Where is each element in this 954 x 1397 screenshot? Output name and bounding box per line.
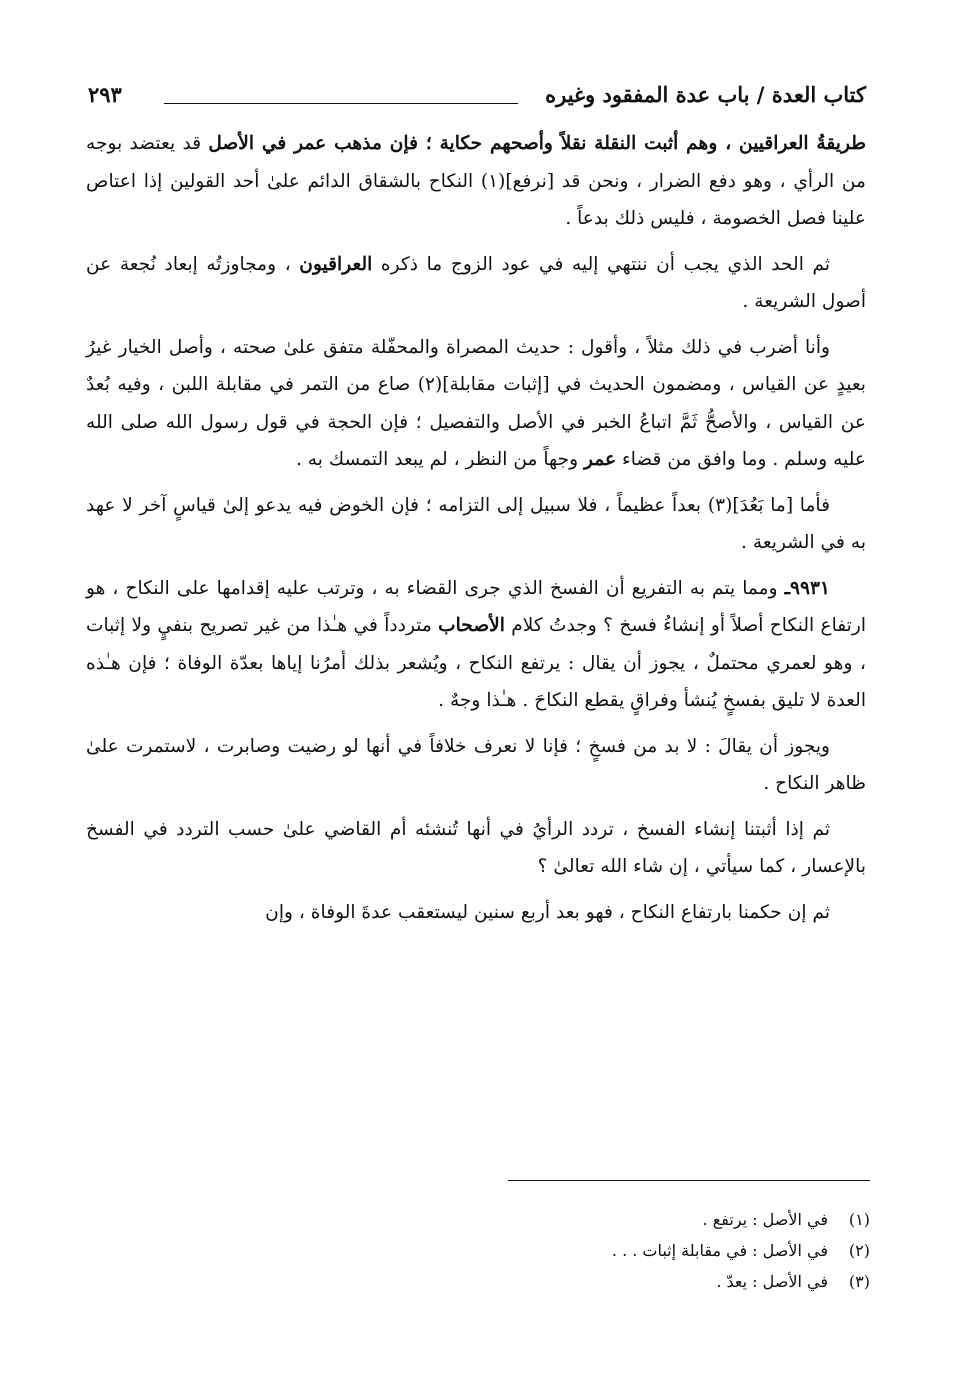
footnote-text: في الأصل : يعدّ . <box>716 1272 828 1291</box>
footnote-separator <box>508 1180 870 1181</box>
main-text <box>86 125 866 939</box>
footnote <box>370 1266 870 1297</box>
footnote-text: في الأصل : يرتفع . <box>702 1210 828 1229</box>
bold-text: الأصحاب <box>438 615 505 636</box>
text-run: ثم إذا أثبتنا إنشاء الفسخ ، تردد الرأيُ في أنها تُنشئه أم القاضي علىٰ حسب التردد في الفسخ بالإعسار ، كما سيأتي ، إن شاء الله تعالىٰ ؟ <box>86 818 866 877</box>
footnote <box>370 1235 870 1266</box>
footnote-number: (٢) <box>848 1241 870 1260</box>
text-run: قد يعتضد بوجه من الرأي ، وهو دفع الضرار ، ونحن قد [نرفع] <box>86 133 866 192</box>
running-header <box>88 82 866 116</box>
bold-text: طريقةُ العراقيين ، وهم أثبت النقلة نقلاً وأصحهم حكاية ؛ فإن مذهب عمر في الأصل <box>208 133 866 154</box>
paragraph <box>86 329 866 479</box>
page-number: ٢٩٣ <box>88 82 122 107</box>
bold-text: العراقيون <box>299 253 373 275</box>
text-run: بعداً عظيماً ، فلا سبيل إلى التزامه ؛ فإن الخوض فيه يدعو إلىٰ قياسٍ آخر لا عهد به في الشريعة . <box>86 494 866 553</box>
header-title: كتاب العدة / باب عدة المفقود وغيره <box>545 82 866 107</box>
text-run: وجهاً من النظر ، لم يبعد التمسك به . <box>295 449 584 470</box>
paragraph <box>86 487 866 562</box>
paragraph <box>86 811 866 886</box>
text-run: (٣) <box>707 494 733 516</box>
text-run: فأما [ما بَعُدَ] <box>732 494 830 516</box>
text-run: متردداً في هـٰذا من غير تصريح بنفيٍ ولا إثبات ، وهو لعمري محتملٌ ، يجوز أن يقال : يرتفع النكاح ، ويُشعر بذلك أمرُنا إياها بعدّة الوفاة ؛ فإن هـٰذه العدة لا تليق بفسخٍ يُنشأ وفراقٍ يقطع النكاحَ . هـٰذا وجهٌ . <box>86 615 866 711</box>
paragraph <box>86 246 866 321</box>
paragraph <box>86 728 866 803</box>
text-run: (١) <box>480 170 506 192</box>
paragraph <box>86 125 866 238</box>
header-rule <box>164 103 518 104</box>
footnote-number: (٣) <box>848 1272 870 1291</box>
text-run: ويجوز أن يقالَ : لا بد من فسخٍ ؛ فإنا لا نعرف خلافاً في أنها لو رضيت وصابرت ، لاستمرت علىٰ ظاهر النكاح . <box>86 735 866 794</box>
footnote-text: في الأصل : في مقابلة إثبات . . . <box>611 1241 828 1260</box>
text-run: ، ومجاوزتُه إبعاد نُجعة عن أصول الشريعة . <box>86 253 866 312</box>
text-run: ومما يتم به التفريع أن الفسخ الذي جرى القضاء به ، وترتب عليه إقدامها على النكاح ، هو ارتفاع النكاح أصلاً أو إنشاءُ فسخ ؟ وجدتُ كلام <box>86 577 866 636</box>
bold-text: ٩٩٣١ـ <box>784 577 830 599</box>
paragraph <box>86 570 866 720</box>
text-run: ثم إن حكمنا بارتفاع النكاح ، فهو بعد أربع سنين ليستعقب عدةَ الوفاة ، وإن <box>265 901 830 923</box>
text-run: ثم الحد الذي يجب أن ننتهي إليه في عود الزوج ما ذكره <box>372 253 830 275</box>
text-run: (٢) <box>417 374 443 395</box>
text-run: النكاح بالشقاق الدائم علىٰ أحد القولين إذا اعتاص علينا فصل الخصومة ، فليس ذلك بدعاً . <box>86 170 866 229</box>
bold-text: عمر <box>584 449 617 470</box>
footnote-number: (١) <box>848 1210 870 1229</box>
text-run: صاع من التمر في مقابلة اللبن ، وفيه بُعدٌ عن القياس ، والأصحُّ ثَمَّ اتباعُ الخبر في الأصل والتفصيل ؛ فإن الحجة في قول رسول الله صلى الله عليه وسلم . وما وافق من قضاء <box>86 374 866 470</box>
footnotes <box>370 1204 870 1297</box>
paragraph <box>86 894 866 932</box>
footnote <box>370 1204 870 1235</box>
text-run: وأنا أضرب في ذلك مثلاً ، وأقول : حديث المصراة والمحفّلة متفق علىٰ صحته ، وأصل الخيار غيرُ بعيدٍ عن القياس ، ومضمون الحديث في [إثبات مقابلة] <box>86 336 866 395</box>
